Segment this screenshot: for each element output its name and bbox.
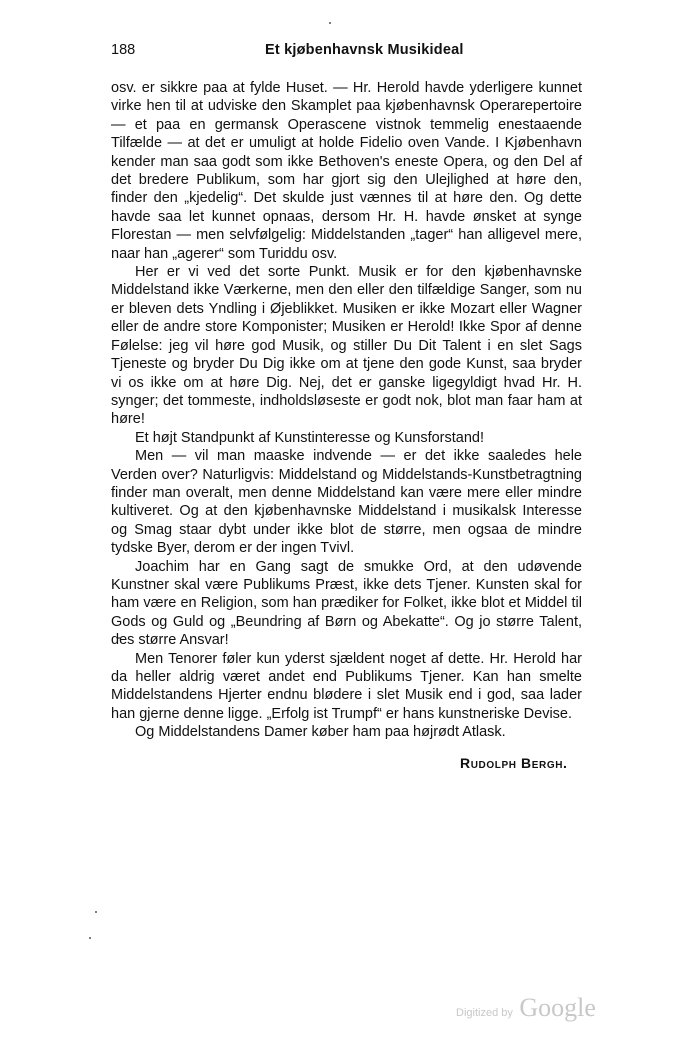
running-title: Et kjøbenhavnsk Musikideal	[265, 42, 464, 58]
ink-speck	[329, 22, 331, 24]
paragraph-continued: osv. er sikkre paa at fylde Huset. — Hr. Herold havde yderligere kunnet virke hen til at udviske den Skamplet paa kjøbenhavnsk Operarepertoire — et paa en germansk Operascene vistnok temmelig enestaaende Tilfælde — at det er umuligt at holde Fidelio oven Vande. I Kjøbenhavn kender man saa godt som ikke Bethoven's eneste Opera, og den Del af det bredere Publikum, som har gjort sig den Ulejlighed at høre den, finder den „kjedelig“. Det skulde just vænnes til at høre den. Og dette havde saa let kunnet opnaas, dersom Hr. H. havde ønsket at synge Florestan — men selvfølgelig: Middelstanden „tager“ han alligevel mere, naar han „agerer“ som Turiddu osv.	[111, 80, 582, 262]
paragraph: Her er vi ved det sorte Punkt. Musik er for den kjøbenhavnske Middelstand ikke Værkerne, men den eller den tilfældige Sanger, som nu er bleven dets Yndling i Øjeblikket. Musiken er ikke Mozart eller Wagner eller de andre store Komponister; Musiken er Herold! Ikke Spor af denne Følelse: jeg vil høre god Musik, og stiller Du Dit Talent i en slet Sags Tjeneste og bryder Du Dig ikke om at tjene den gode Kunst, saa bryder vi os ikke om at høre Dig. Nej, det er ganske ligegyldigt hvad Hr. H. synger; det tommeste, indholdsløseste er godt nok, blot man faar ham at høre!	[111, 264, 582, 428]
paragraph: Men — vil man maaske indvende — er det ikke saaledes hele Verden over? Naturligvis: Middelstand og Middelstands-Kunstbetragtning finder man overalt, men denne Middelstand kan være mere eller mindre kultiveret. Og at den kjøbenhavnske Middelstand i musikalsk Interesse og Smag staar dybt under ikke blot de større, men ogsaa de mindre tydske Byer, derom er der ingen Tvivl.	[111, 448, 582, 557]
digitization-watermark	[456, 993, 596, 1023]
running-header	[111, 42, 573, 62]
ink-speck	[89, 937, 91, 939]
paragraph: Joachim har en Gang sagt de smukke Ord, at den udøvende Kunstner skal være Publikums Præst, ikke dets Tjener. Kunsten skal for ham være en Religion, som han prædiker for Folket, ikke blot et Middel til Gods og Guld og „Beundring af Børn og Abekatte“. Og jo større Talent, des større Ansvar!	[111, 558, 582, 649]
page-number: 188	[111, 42, 136, 58]
paragraph: Og Middelstandens Damer køber ham paa højrødt Atlask.	[135, 724, 506, 741]
paragraph: Men Tenorer føler kun yderst sjældent noget af dette. Hr. Herold har da heller aldrig været andet end Publikums Tjener. Kan han smelte Middelstandens Hjerter endnu blødere i slet Musik end i god, saa lader han gjerne denne ligge. „Erfolg ist Trumpf“ er hans kunstneriske Devise.	[111, 650, 582, 722]
author-signature: Rudolph Bergh.	[460, 755, 568, 771]
watermark-prefix: Digitized by	[456, 1007, 513, 1019]
ink-speck	[95, 911, 97, 913]
article-body	[111, 79, 582, 742]
paragraph: Et højt Standpunkt af Kunstinteresse og Kunsforstand!	[135, 429, 485, 446]
watermark-logo: Google	[519, 993, 596, 1022]
